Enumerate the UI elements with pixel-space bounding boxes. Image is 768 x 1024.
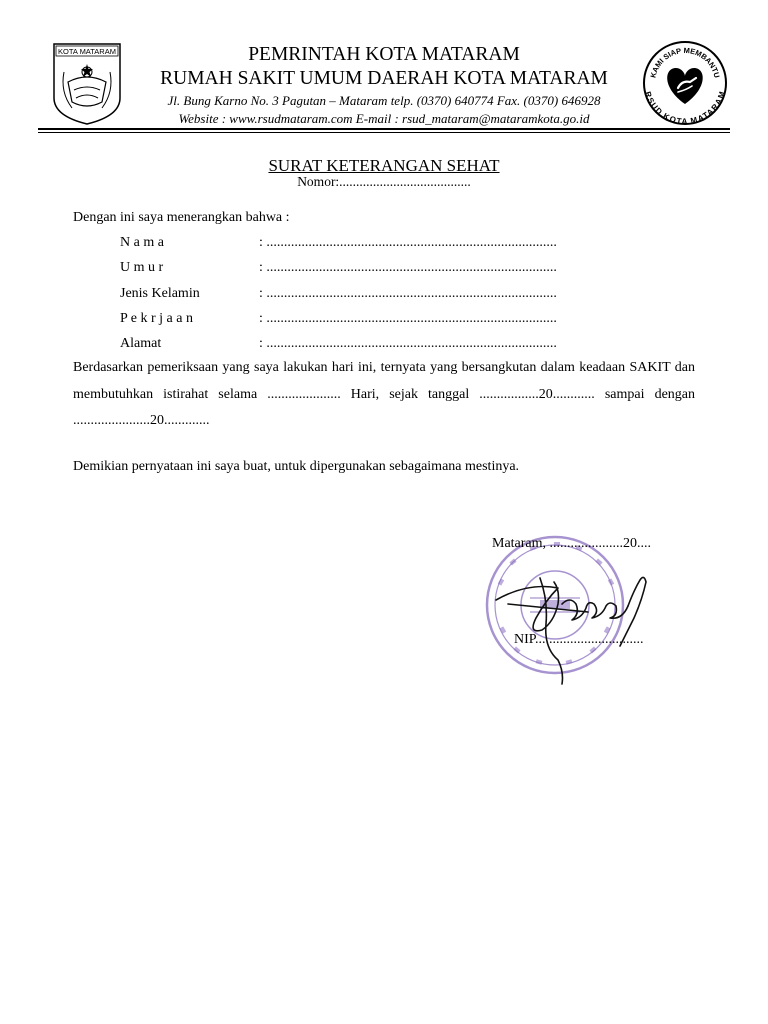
letterhead-government: PEMRINTAH KOTA MATARAM [248, 44, 520, 65]
document-number: Nomor:....................................... [297, 174, 471, 189]
logo-hospital-name: RSUD KOTA MATARAM [643, 90, 727, 126]
field-label-pekerjaan: P e k r j a a n [120, 311, 193, 326]
field-value-alamat: : ................................................................................... [259, 336, 557, 351]
field-value-jenis-kelamin: : ................................................................................... [259, 286, 557, 301]
field-label-jenis-kelamin: Jenis Kelamin [120, 286, 200, 301]
letterhead-address: Jl. Bung Karno No. 3 Pagutan – Mataram telp. (0370) 640774 Fax. (0370) 646928 [167, 93, 601, 108]
letterhead-website: Website : www.rsudmataram.com E-mail : rsud_mataram@mataramkota.go.id [178, 111, 590, 126]
hospital-logo [642, 40, 728, 126]
field-value-pekerjaan: : ................................................................................... [259, 311, 557, 326]
field-label-umur: U m u r [120, 260, 164, 275]
field-value-nama: : ................................................................................... [259, 235, 557, 250]
emblem-text: KOTA MATARAM [58, 47, 116, 56]
intro-text: Dengan ini saya menerangkan bahwa : [73, 210, 290, 225]
field-label-nama: N a m a [120, 235, 164, 250]
field-value-umur: : ................................................................................... [259, 260, 557, 275]
logo-slogan: KAMI SIAP MEMBANTU [648, 45, 722, 79]
signature-nip: NIP............................... [514, 632, 644, 647]
signature-place-date: Mataram, .....................20.... [492, 536, 652, 551]
header-rule-thick [38, 128, 730, 130]
field-label-alamat: Alamat [120, 336, 162, 351]
handwritten-signature [488, 560, 658, 690]
closing-text: Demikian pernyataan ini saya buat, untuk dipergunakan sebagaimana mestinya. [73, 459, 520, 474]
header-rule-thin [38, 132, 730, 133]
document-title: SURAT KETERANGAN SEHAT [268, 156, 500, 175]
letterhead-hospital: RUMAH SAKIT UMUM DAERAH KOTA MATARAM [160, 68, 608, 89]
statement-paragraph: Berdasarkan pemeriksaan yang saya lakukan hari ini, ternyata yang bersangkutan dalam keadaan SAKIT dan membutuhkan istirahat selama ..................... Hari, sejak tanggal .................20............ sampai dengan ......................20............. [73, 360, 695, 428]
